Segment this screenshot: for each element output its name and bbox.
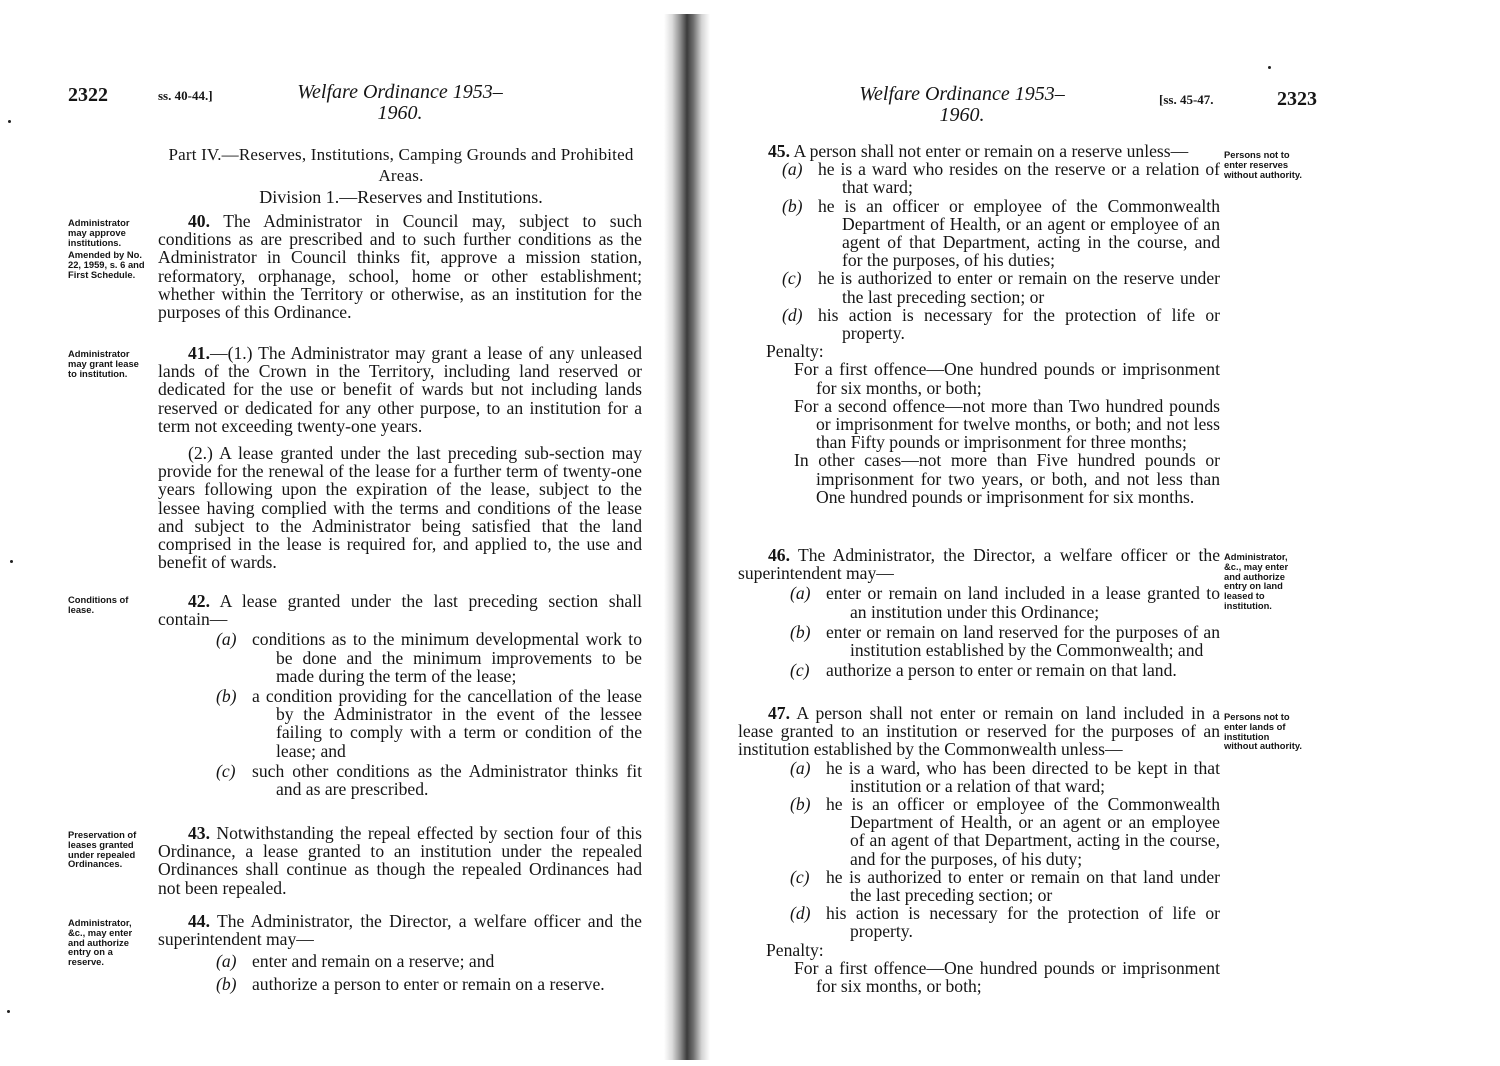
margin-note-s47: Persons not to enter lands of institution without authority.: [1224, 711, 1302, 752]
left-page-number: 2322: [68, 84, 108, 106]
section-43-text: Notwithstanding the repeal effected by section four of this Ordinance, a lease granted to an institution under the repealed Ordinances shall continue as though the repealed Ordinances had not been repealed.: [158, 823, 643, 898]
clause-label: (d): [782, 304, 803, 325]
clause-label: (a): [782, 159, 803, 180]
section-45-clause-c: [782, 269, 1220, 305]
clause-label: (b): [790, 621, 811, 642]
section-45-penalty-first: [738, 360, 1220, 396]
section-45-penalty-second: [738, 397, 1220, 452]
clause-text: his action is necessary for the protection of life or property.: [826, 903, 1220, 942]
section-46-clause-c: [790, 661, 1220, 679]
section-43-number: 43.: [188, 823, 210, 843]
section-40: [158, 212, 642, 321]
clause-text: authorize a person to enter or remain on a reserve.: [252, 973, 605, 994]
section-47-clause-b: [790, 795, 1220, 868]
section-40-text: The Administrator in Council may, subject to such conditions as are prescribed and to such further conditions as the Administrator in Council thinks fit, approve a mission station, reformatory, orphanage, school, home or other establishment; whether within the Territory or otherwise, as an institution for the purposes of this Ordinance.: [158, 211, 642, 323]
left-running-title: [280, 82, 520, 124]
section-43: [158, 824, 642, 897]
clause-text: such other conditions as the Administrator thinks fit and as are prescribed.: [252, 760, 642, 800]
clause-label: (a): [790, 757, 811, 778]
scan-speck: [10, 560, 13, 563]
clause-text: a condition providing for the cancellation of the lease by the Administrator in the event of the lessee failing to comply with a term or condition of the lease; and: [252, 686, 642, 761]
section-47-number: 47.: [768, 703, 790, 723]
clause-label: (b): [216, 686, 237, 707]
section-40-number: 40.: [188, 211, 210, 231]
left-title-years: 1953–1960.: [377, 81, 503, 124]
section-41-subsection-2: (2.) A lease granted under the last preceding sub-section may provide for the renewal of the lease for a further term of twenty-one years following upon the expiration of the lease, subject to the lessee having complied with the terms and conditions of the lease and subject to the Administrator being satisfied that the land comprised in the lease is required for, and applied to, the use and benefit of wards.: [158, 443, 642, 573]
section-45-clause-b: [782, 197, 1220, 270]
clause-text: he is authorized to enter or remain on the reserve under the last preceding section; or: [818, 268, 1220, 307]
section-47-clause-a: [790, 759, 1220, 795]
division-title: Division 1.—Reserves and Institutions.: [259, 187, 543, 207]
margin-note-s40: Administrator may approve institutions.: [68, 217, 130, 248]
section-45-clause-d: [782, 306, 1220, 342]
section-47-clause-c: [790, 868, 1220, 904]
section-44-clause-b: [216, 975, 642, 993]
section-46-intro: The Administrator, the Director, a welfare officer or the superintendent may—: [738, 545, 1220, 584]
clause-label: (b): [790, 794, 811, 815]
clause-label: (a): [790, 583, 811, 604]
section-45-penalty-other: [738, 451, 1220, 506]
clause-text: he is a ward, who has been directed to be kept in that institution or a relation of that ward;: [826, 757, 1220, 796]
section-45-clause-a: [782, 160, 1220, 196]
clause-text: enter and remain on a reserve; and: [252, 951, 495, 972]
section-42-clause-b: [216, 687, 642, 760]
section-44-clause-a: [216, 952, 642, 970]
scan-speck: [1268, 66, 1271, 69]
margin-note-s44: Administrator, &c., may enter and authorize entry on a reserve.: [68, 917, 133, 968]
clause-label: (d): [790, 903, 811, 924]
section-42-clause-a: [216, 630, 642, 685]
penalty-text: For a first offence—One hundred pounds or imprisonment for six months, or both;: [794, 957, 1220, 997]
section-47-penalty-first: [738, 959, 1220, 995]
clause-label: (c): [790, 660, 810, 681]
clause-text: authorize a person to enter or remain on that land.: [826, 660, 1177, 681]
clause-label: (a): [216, 629, 237, 650]
right-page-number: 2323: [1277, 88, 1317, 110]
penalty-text: For a first offence—One hundred pounds or imprisonment for six months, or both;: [794, 359, 1220, 398]
left-page: [0, 0, 688, 1066]
clause-label: (b): [216, 973, 237, 994]
right-section-range: [ss. 45-47.: [1159, 92, 1214, 107]
section-44: [158, 912, 642, 993]
margin-note-s40-amendment: Amended by No. 22, 1959, s. 6 and First Schedule.: [68, 249, 145, 280]
clause-label: (a): [216, 951, 237, 972]
clause-label: (c): [216, 760, 236, 781]
margin-note-s43: Preservation of leases granted under repealed Ordinances.: [68, 829, 137, 870]
section-42-number: 42.: [188, 591, 210, 611]
section-46-clause-b: [790, 623, 1220, 659]
margin-note-s42: Conditions of lease.: [68, 594, 129, 615]
section-46-number: 46.: [768, 545, 790, 565]
section-42: [158, 592, 642, 798]
clause-label: (c): [782, 268, 802, 289]
margin-note-s41: Administrator may grant lease to institution.: [68, 348, 139, 379]
section-47-penalty-label: Penalty:: [766, 939, 824, 960]
clause-text: his action is necessary for the protection of life or property.: [818, 304, 1220, 344]
section-45-penalty-label: Penalty:: [766, 341, 824, 362]
section-44-number: 44.: [188, 911, 210, 931]
left-title-text: Welfare Ordinance: [297, 81, 448, 103]
section-47-clause-d: [790, 904, 1220, 940]
scan-speck: [7, 1010, 10, 1013]
section-42-clause-c: [216, 762, 642, 798]
section-45-number: 45.: [768, 141, 790, 161]
section-42-intro: A lease granted under the last preceding section shall contain—: [158, 591, 642, 630]
right-title-years: 1953–1960.: [939, 83, 1065, 126]
margin-note-s46: Administrator, &c., may enter and authorize entry on land leased to institution.: [1224, 551, 1289, 611]
penalty-text: For a second offence—not more than Two hundred pounds or imprisonment for twelve months, or both; and not less than Fifty pounds or imprisonment for three months;: [794, 395, 1220, 453]
clause-text: he is an officer or employee of the Commonwealth Department of Health, or an agent or an employee of an agent of that Department, acting in the course, and for the purposes, of his duty;: [826, 794, 1220, 869]
clause-label: (c): [790, 866, 810, 887]
right-running-title: [842, 84, 1082, 126]
section-47: [738, 704, 1220, 995]
section-46: [738, 546, 1220, 679]
clause-text: enter or remain on land included in a lease granted to an institution under this Ordinance;: [826, 583, 1220, 622]
clause-text: conditions as to the minimum developmental work to be done and the minimum improvements to be made during the term of the lease;: [252, 629, 642, 686]
clause-text: he is authorized to enter or remain on that land under the last preceding section; or: [826, 866, 1220, 906]
right-title-text: Welfare Ordinance: [859, 83, 1010, 105]
section-45-intro: A person shall not enter or remain on a reserve unless—: [793, 141, 1189, 161]
clause-text: enter or remain on land reserved for the purposes of an institution established by the Commonwealth; and: [826, 621, 1220, 661]
clause-text: he is a ward who resides on the reserve or a relation of that ward;: [818, 159, 1220, 198]
section-47-intro: A person shall not enter or remain on land included in a lease granted to an institution or reserved for the purposes of an institution established by the Commonwealth unless—: [738, 703, 1221, 760]
section-44-intro: The Administrator, the Director, a welfare officer and the superintendent may—: [158, 911, 642, 950]
margin-note-s45: Persons not to enter reserves without authority.: [1224, 149, 1302, 180]
section-41: [158, 344, 642, 571]
section-41-subsection-1: —(1.) The Administrator may grant a lease of any unleased lands of the Crown in the Territory, including land reserved or dedicated for the use or benefit of wards but not including lands reserved or dedicated for any other purpose, to an institution for a term not exceeding twenty-one years.: [158, 343, 642, 436]
scan-speck: [8, 120, 11, 123]
left-section-range: ss. 40-44.]: [158, 88, 213, 103]
penalty-text: In other cases—not more than Five hundred pounds or imprisonment for two years, or both, and not less than One hundred pounds or imprisonment for six months.: [794, 450, 1220, 507]
clause-text: he is an officer or employee of the Commonwealth Department of Health, or an agent or employee of an agent of that Department, acting in the course, and for the purposes, of his duties;: [818, 195, 1220, 271]
section-45: [738, 142, 1220, 506]
part-title: Part IV.—Reserves, Institutions, Camping Grounds and Prohibited Areas.: [168, 145, 634, 185]
clause-label: (b): [782, 195, 803, 216]
section-41-number: 41.: [188, 343, 210, 363]
section-46-clause-a: [790, 584, 1220, 620]
right-page: [712, 0, 1500, 1066]
